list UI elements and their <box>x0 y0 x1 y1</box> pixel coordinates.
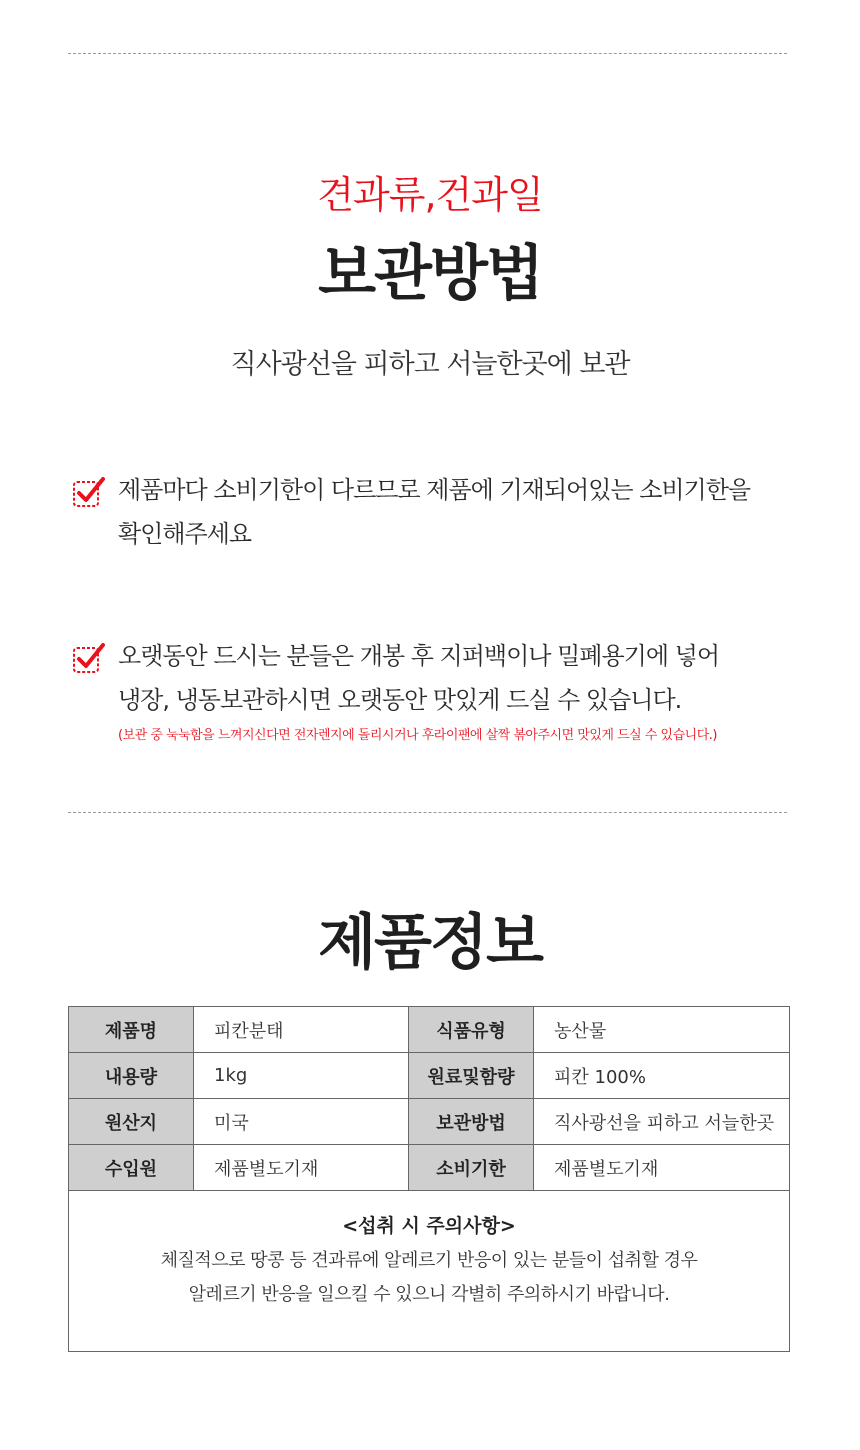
product-info-table <box>68 1006 790 1352</box>
checkbox-check-icon <box>72 476 106 508</box>
table-row <box>69 1191 790 1352</box>
storage-item-2-line-1: 오랫동안 드시는 분들은 개봉 후 지퍼백이나 밀폐용기에 넣어 <box>118 642 720 670</box>
table-row <box>69 1053 790 1099</box>
table-label: 원산지 <box>69 1099 194 1145</box>
table-value: 직사광선을 피하고 서늘한곳 <box>534 1099 790 1145</box>
intake-notes-line: 알레르기 반응을 일으킬 수 있으니 각별히 주의하시기 바랍니다. <box>188 1284 670 1305</box>
intake-notes-line: 체질적으로 땅콩 등 견과류에 알레르기 반응이 있는 분들이 섭취할 경우 <box>160 1250 698 1271</box>
table-value: 제품별도기재 <box>194 1145 409 1191</box>
table-value: 미국 <box>194 1099 409 1145</box>
table-value: 피칸 100% <box>534 1053 790 1099</box>
storage-title: 보관방법 <box>318 239 542 309</box>
table-label: 수입원 <box>69 1145 194 1191</box>
table-value: 1kg <box>194 1053 409 1099</box>
storage-item-1 <box>118 468 818 556</box>
checkbox-check-icon <box>72 642 106 674</box>
intake-notes-title: <섭취 시 주의사항> <box>342 1215 516 1237</box>
storage-note: (보관 중 눅눅함을 느껴지신다면 전자렌지에 돌리시거나 후라이팬에 살짝 볶아주시면 맛있게 드실 수 있습니다.) <box>118 728 717 743</box>
table-row <box>69 1145 790 1191</box>
storage-item-2 <box>118 634 818 722</box>
table-value: 피칸분태 <box>194 1007 409 1053</box>
table-label: 식품유형 <box>409 1007 534 1053</box>
table-label: 원료및함량 <box>409 1053 534 1099</box>
top-divider <box>68 53 787 54</box>
storage-subtitle: 견과류,건과일 <box>317 173 543 217</box>
table-label: 제품명 <box>69 1007 194 1053</box>
storage-item-1-line-1: 제품마다 소비기한이 다르므로 제품에 기재되어있는 소비기한을 <box>118 476 751 504</box>
table-value: 제품별도기재 <box>534 1145 790 1191</box>
storage-item-2-line-2: 냉장, 냉동보관하시면 오랫동안 맛있게 드실 수 있습니다. <box>118 686 682 714</box>
table-row <box>69 1099 790 1145</box>
table-label: 소비기한 <box>409 1145 534 1191</box>
storage-summary: 직사광선을 피하고 서늘한곳에 보관 <box>230 349 630 380</box>
product-info-title: 제품정보 <box>318 908 542 978</box>
intake-notes <box>69 1191 790 1352</box>
storage-item-1-line-2: 확인해주세요 <box>118 520 252 548</box>
table-row <box>69 1007 790 1053</box>
table-value: 농산물 <box>534 1007 790 1053</box>
middle-divider <box>68 812 787 813</box>
table-label: 보관방법 <box>409 1099 534 1145</box>
table-label: 내용량 <box>69 1053 194 1099</box>
